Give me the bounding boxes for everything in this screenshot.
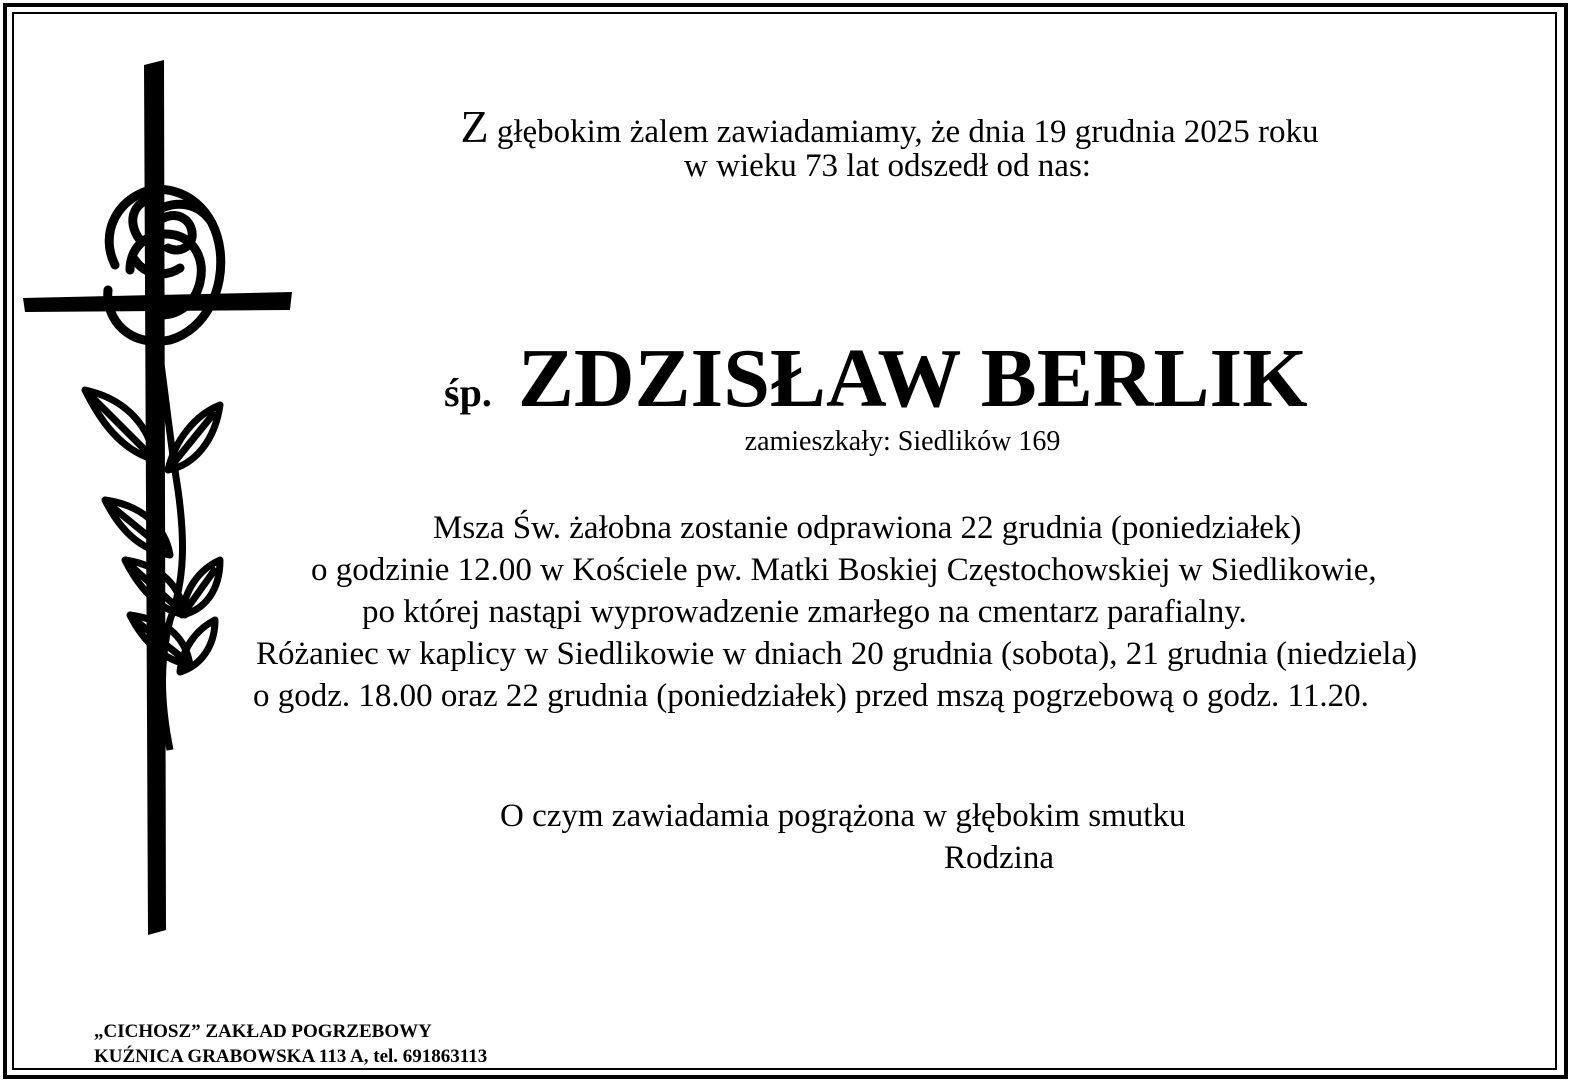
intro-first-letter: Z <box>460 101 489 152</box>
deceased-name: ZDZISŁAW BERLIK <box>517 332 1308 425</box>
name-prefix: śp. <box>444 370 492 415</box>
closing-signature: Rodzina <box>944 840 1054 876</box>
intro-line-2: w wieku 73 lat odszedł od nas: <box>684 148 1091 184</box>
footer-address: KUŹNICA GRABOWSKA 113 A, tel. 691863113 <box>94 1046 488 1067</box>
ceremony-line-5: o godz. 18.00 oraz 22 grudnia (poniedziałek) przed mszą pogrzebową o godz. 11.20. <box>253 678 1369 714</box>
intro-line-1-text: głębokim żalem zawiadamiamy, że dnia 19 grudnia 2025 roku <box>488 114 1319 150</box>
ceremony-line-3: po której nastąpi wyprowadzenie zmarłego na cmentarz parafialny. <box>362 594 1247 630</box>
ceremony-line-2: o godzinie 12.00 w Kościele pw. Matki Boskiej Częstochowskiej w Siedlikowie, <box>311 552 1377 588</box>
deceased-address: zamieszkały: Siedlików 169 <box>744 426 1061 457</box>
intro-line-1 <box>105 100 1569 153</box>
deceased-name-line <box>444 330 1308 427</box>
ceremony-line-4: Różaniec w kaplicy w Siedlikowie w dniach 20 grudnia (sobota), 21 grudnia (niedziela) <box>256 636 1418 672</box>
cross-with-rose-icon <box>20 60 300 940</box>
ceremony-line-1: Msza Św. żałobna zostanie odprawiona 22 grudnia (poniedziałek) <box>433 510 1302 546</box>
footer-company: „CICHOSZ” ZAKŁAD POGRZEBOWY <box>94 1021 432 1042</box>
closing-line: O czym zawiadamia pogrążona w głębokim smutku <box>500 798 1186 834</box>
